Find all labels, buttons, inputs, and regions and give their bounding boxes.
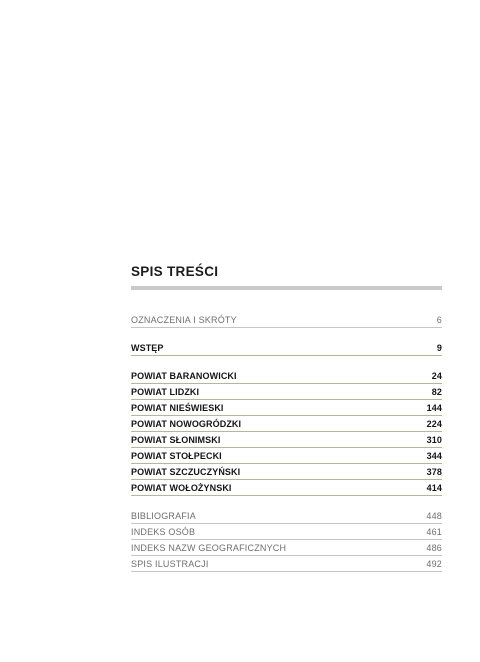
toc-entry-label: OZNACZENIA I SKRÓTY: [131, 315, 237, 325]
toc-entry[interactable]: [131, 368, 442, 384]
toc-entry[interactable]: [131, 312, 442, 328]
toc-entry-label: INDEKS NAZW GEOGRAFICZNYCH: [131, 543, 287, 553]
toc-entry-label: POWIAT NIEŚWIESKI: [131, 403, 224, 413]
toc-entry-page: 448: [426, 511, 442, 521]
toc-entry-page: 6: [436, 315, 442, 325]
toc-group-appendix: [131, 508, 442, 572]
toc-entry-page: 414: [426, 483, 442, 493]
toc-entry-page: 310: [426, 435, 442, 445]
toc-entry-label: BIBLIOGRAFIA: [131, 511, 196, 521]
toc-entry[interactable]: [131, 448, 442, 464]
toc-entry-page: 24: [431, 371, 442, 381]
toc-entry-label: WSTĘP: [131, 343, 164, 353]
toc-entry[interactable]: [131, 416, 442, 432]
toc-entry-label: POWIAT WOŁOŻYNSKI: [131, 483, 232, 493]
toc-entry[interactable]: [131, 524, 442, 540]
toc-entry[interactable]: [131, 464, 442, 480]
toc-entry-label: POWIAT SZCZUCZYŃSKI: [131, 467, 241, 477]
toc-group-intro: [131, 312, 442, 328]
toc-entry[interactable]: [131, 508, 442, 524]
toc-entry-label: POWIAT SŁONIMSKI: [131, 435, 221, 445]
toc-entry-label: POWIAT NOWOGRÓDZKI: [131, 419, 242, 429]
toc-entry-page: 144: [426, 403, 442, 413]
title-divider: [131, 286, 442, 290]
toc-entry-page: 492: [426, 559, 442, 569]
toc-group-chapters: [131, 368, 442, 496]
toc-entry[interactable]: [131, 340, 442, 356]
toc-entry-page: 82: [431, 387, 442, 397]
toc-entry[interactable]: [131, 432, 442, 448]
toc-entry-label: POWIAT STOŁPECKI: [131, 451, 222, 461]
toc-entry-page: 486: [426, 543, 442, 553]
toc-entry[interactable]: [131, 556, 442, 572]
toc-entry-label: SPIS ILUSTRACJI: [131, 559, 209, 569]
toc-entry[interactable]: [131, 540, 442, 556]
toc-group-preface: [131, 340, 442, 356]
toc-entry-label: INDEKS OSÓB: [131, 527, 196, 537]
toc-entry[interactable]: [131, 480, 442, 496]
toc-entry[interactable]: [131, 384, 442, 400]
toc-entry-label: POWIAT BARANOWICKI: [131, 371, 237, 381]
toc-entry-page: 344: [426, 451, 442, 461]
toc-entry-label: POWIAT LIDZKI: [131, 387, 200, 397]
toc-title: SPIS TREŚCI: [131, 264, 219, 279]
toc-entry-page: 224: [426, 419, 442, 429]
toc-entry[interactable]: [131, 400, 442, 416]
toc-entry-page: 461: [426, 527, 442, 537]
toc-entry-page: 9: [436, 343, 442, 353]
toc-entry-page: 378: [426, 467, 442, 477]
